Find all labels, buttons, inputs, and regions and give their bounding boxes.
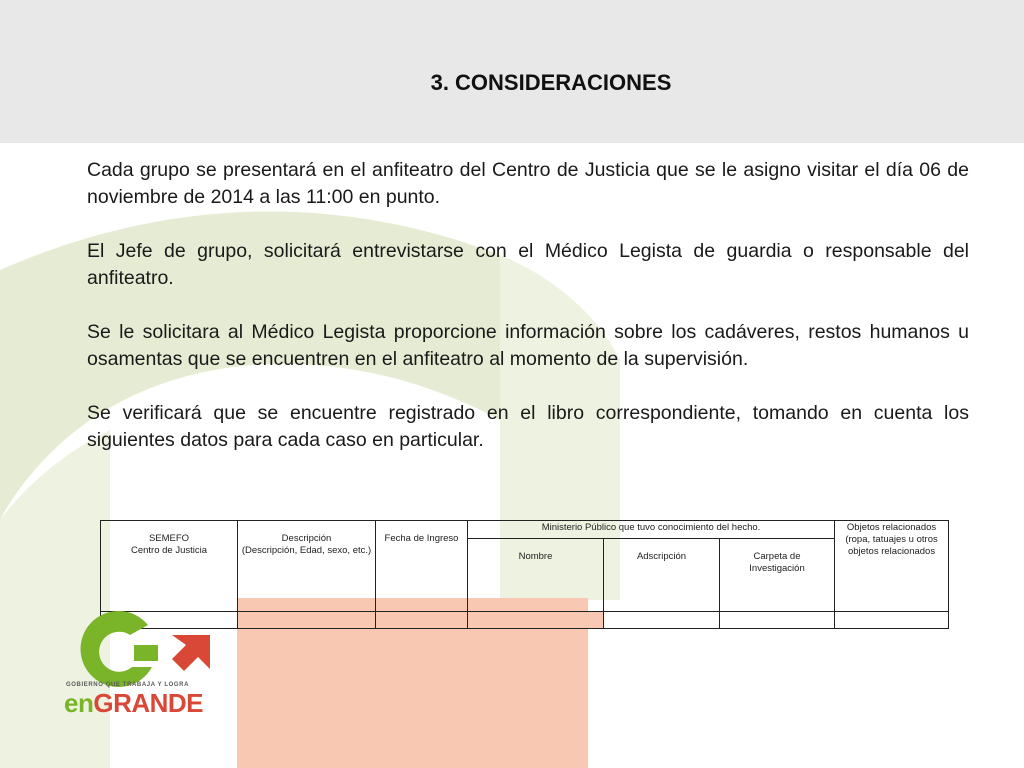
header-objetos-text: Objetos relacionados (ropa, tatuajes u otros objetos relacionados xyxy=(845,522,938,557)
table-cell xyxy=(468,612,604,629)
logo-word-grande: GRANDE xyxy=(93,688,204,718)
subheader-carpeta-text: Carpeta de Investigación xyxy=(749,551,805,575)
records-table xyxy=(100,520,949,629)
table-header-row xyxy=(101,521,949,539)
header-descripcion-text: Descripción (Descripción, Edad, sexo, etc.) xyxy=(241,533,372,556)
header-objetos xyxy=(835,521,949,612)
header-fecha xyxy=(376,521,468,612)
subheader-nombre xyxy=(468,539,604,612)
header-fecha-text: Fecha de Ingreso xyxy=(384,533,459,544)
table-cell xyxy=(604,612,720,629)
content-body xyxy=(87,157,969,481)
table-cell xyxy=(376,612,468,629)
paragraph-3: Se le solicitara al Médico Legista proporcione información sobre los cadáveres, restos humanos u osamentas que se encuentren en el anfiteatro al momento de la supervisión. xyxy=(87,321,969,370)
paragraph-1: Cada grupo se presentará en el anfiteatro del Centro de Justicia que se le asigno visitar el día 06 de noviembre de 2014 a las 11:00 en punto. xyxy=(87,159,969,208)
page-title: 3. CONSIDERACIONES xyxy=(430,70,672,95)
header-ministerio-text: Ministerio Público que tuvo conocimiento del hecho. xyxy=(541,522,761,533)
subheader-adscripcion-text: Adscripción xyxy=(636,551,687,563)
subheader-carpeta xyxy=(720,539,835,612)
logo-tagline: GOBIERNO QUE TRABAJA Y LOGRA xyxy=(66,682,190,688)
header-semefo-text: SEMEFO Centro de Justicia xyxy=(130,533,208,556)
header-descripcion xyxy=(238,521,376,612)
logo-word-en: en xyxy=(64,688,94,718)
logo-wordmark xyxy=(64,688,203,719)
subheader-adscripcion xyxy=(604,539,720,612)
header-ministerio xyxy=(468,521,835,539)
table-row xyxy=(101,612,949,629)
table-cell xyxy=(238,612,376,629)
table-cell xyxy=(720,612,835,629)
subheader-nombre-text: Nombre xyxy=(518,551,553,563)
paragraph-4: Se verificará que se encuentre registrado en el libro correspondiente, tomando en cuenta los siguientes datos para cada caso en particular. xyxy=(87,402,969,451)
table-cell xyxy=(835,612,949,629)
paragraph-2: El Jefe de grupo, solicitará entrevistarse con el Médico Legista de guardia o responsable del anfiteatro. xyxy=(87,240,969,289)
